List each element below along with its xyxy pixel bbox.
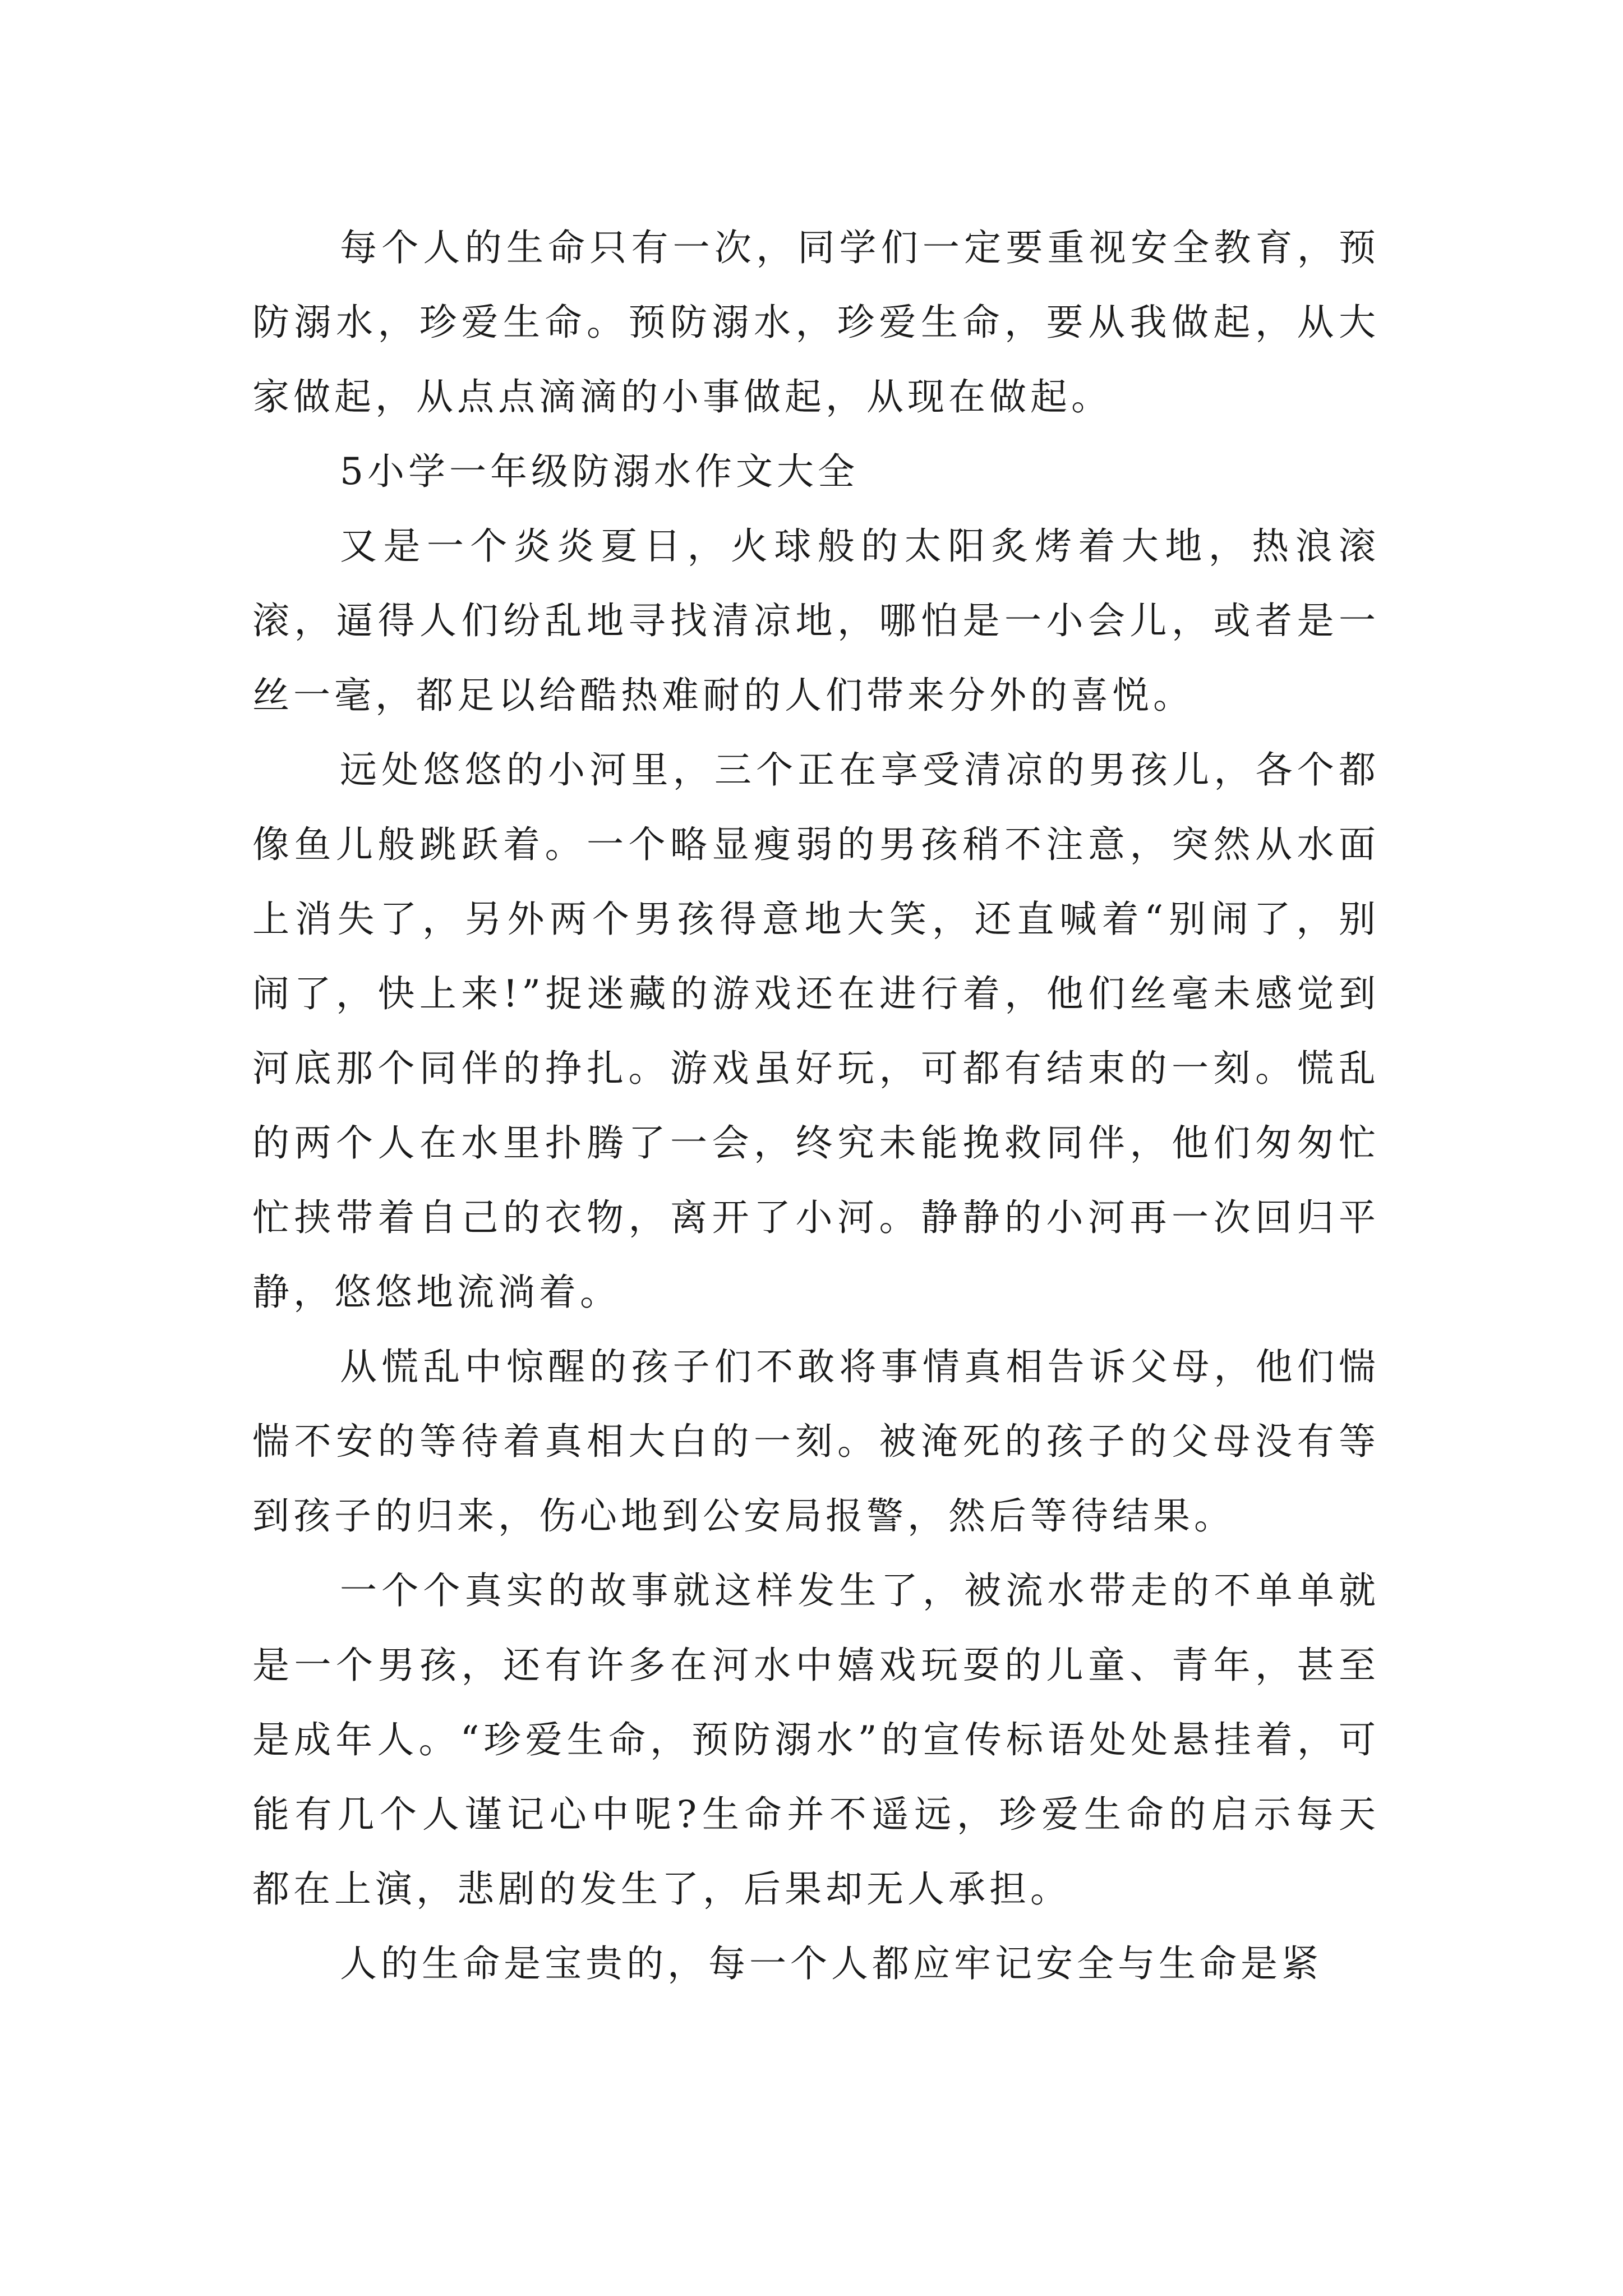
paragraph-aftermath: 从慌乱中惊醒的孩子们不敢将事情真相告诉父母，他们惴惴不安的等待着真相大白的一刻。被淹死的孩子的父母没有等到孩子的归来，伤心地到公安局报警，然后等待结果。 [252, 1345, 1380, 1538]
paragraph-true-story: 一个个真实的故事就这样发生了，被流水带走的不单单就是一个男孩，还有许多在河水中嬉戏玩耍的儿童、青年，甚至是成年人。“珍爱生命，预防溺水”的宣传标语处处悬挂着，可能有几个人谨记心中呢?生命并不遥远，珍爱生命的启示每天都在上演，悲剧的发生了，后果却无人承担。 [252, 1569, 1380, 1911]
paragraph-summer-heat: 又是一个炎炎夏日，火球般的太阳炙烤着大地，热浪滚滚，逼得人们纷乱地寻找清凉地，哪怕是一小会儿，或者是一丝一毫，都足以给酷热难耐的人们带来分外的喜悦。 [252, 524, 1380, 717]
section-heading: 5小学一年级防溺水作文大全 [340, 450, 859, 493]
paragraph-life-precious: 人的生命是宝贵的，每一个人都应牢记安全与生命是紧 [340, 1942, 1322, 1985]
document-page [252, 210, 1380, 2001]
paragraph-river-boys: 远处悠悠的小河里，三个正在享受清凉的男孩儿，各个都像鱼儿般跳跃着。一个略显瘦弱的男孩稍不注意，突然从水面上消失了，另外两个男孩得意地大笑，还直喊着“别闹了，别闹了，快上来!”捉迷藏的游戏还在进行着，他们丝毫未感觉到河底那个同伴的挣扎。游戏虽好玩，可都有结束的一刻。慌乱的两个人在水里扑腾了一会，终究未能挽救同伴，他们匆匆忙忙挟带着自己的衣物，离开了小河。静静的小河再一次回归平静，悠悠地流淌着。 [252, 748, 1380, 1314]
paragraph-intro-conclusion: 每个人的生命只有一次，同学们一定要重视安全教育，预防溺水，珍爱生命。预防溺水，珍爱生命，要从我做起，从大家做起，从点点滴滴的小事做起，从现在做起。 [252, 226, 1380, 418]
